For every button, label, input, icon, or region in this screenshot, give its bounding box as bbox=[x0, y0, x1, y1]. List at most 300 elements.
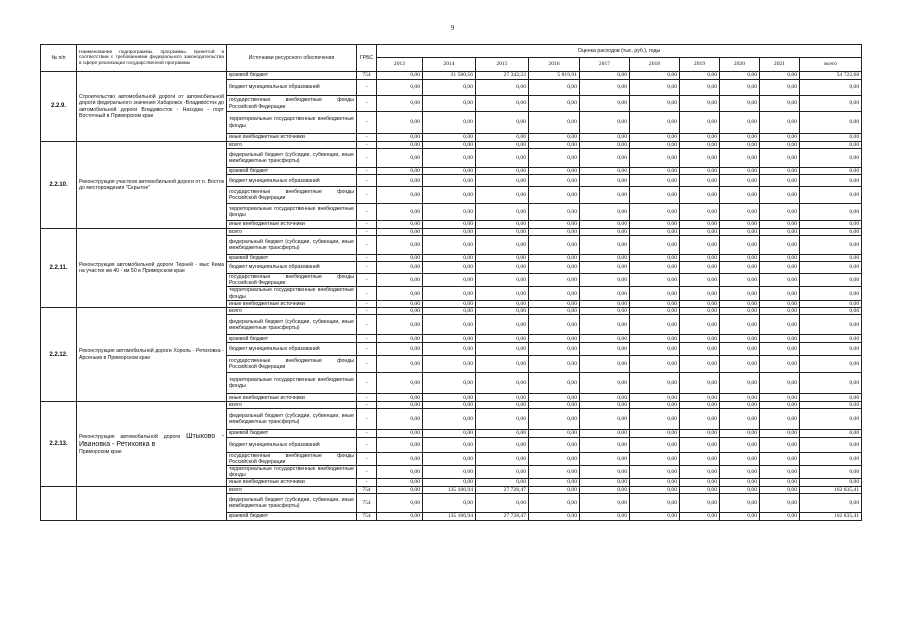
value-cell: 0,00 bbox=[800, 479, 862, 486]
value-cell: 0,00 bbox=[760, 142, 800, 149]
value-cell: 0,00 bbox=[423, 335, 476, 343]
value-cell: 0,00 bbox=[476, 134, 529, 142]
year-header: 2017 bbox=[580, 58, 630, 72]
value-cell: 0,00 bbox=[423, 409, 476, 430]
grbs-cell: - bbox=[357, 134, 377, 142]
value-cell: 0,00 bbox=[680, 452, 720, 465]
value-cell: 0,00 bbox=[680, 175, 720, 187]
value-cell: 0,00 bbox=[580, 409, 630, 430]
value-cell: 0,00 bbox=[423, 479, 476, 486]
value-cell: 0,00 bbox=[377, 235, 423, 254]
value-cell: 0,00 bbox=[760, 235, 800, 254]
grbs-cell: - bbox=[357, 287, 377, 300]
grbs-cell: - bbox=[357, 479, 377, 486]
value-cell: 0,00 bbox=[580, 228, 630, 235]
value-cell: 0,00 bbox=[529, 402, 580, 409]
value-cell: 0,00 bbox=[580, 479, 630, 486]
value-cell: 0,00 bbox=[800, 221, 862, 228]
value-cell: 0,00 bbox=[529, 437, 580, 452]
grbs-cell: - bbox=[357, 409, 377, 430]
source-label: государственные внебюджетные фонды Российской Федерации bbox=[227, 96, 357, 112]
grbs-cell: - bbox=[357, 373, 377, 394]
value-cell: 0,00 bbox=[476, 343, 529, 356]
item-code bbox=[41, 486, 77, 520]
value-cell: 0,00 bbox=[800, 204, 862, 221]
value-cell: 0,00 bbox=[800, 96, 862, 112]
value-cell: 0,00 bbox=[377, 134, 423, 142]
value-cell: 0,00 bbox=[580, 452, 630, 465]
value-cell: 0,00 bbox=[476, 373, 529, 394]
value-cell: 0,00 bbox=[760, 221, 800, 228]
value-cell: 0,00 bbox=[476, 187, 529, 204]
value-cell: 0,00 bbox=[529, 235, 580, 254]
table-row bbox=[41, 72, 862, 80]
grbs-cell: - bbox=[357, 394, 377, 402]
value-cell: 0,00 bbox=[760, 402, 800, 409]
value-cell: 0,00 bbox=[476, 149, 529, 168]
value-cell: 0,00 bbox=[800, 308, 862, 315]
value-cell: 0,00 bbox=[760, 335, 800, 343]
source-label: иные внебюджетные источники bbox=[227, 300, 357, 307]
value-cell: 0,00 bbox=[760, 486, 800, 493]
value-cell: 0,00 bbox=[760, 204, 800, 221]
item-code: 2.2.9. bbox=[41, 72, 77, 142]
value-cell: 0,00 bbox=[377, 486, 423, 493]
value-cell: 0,00 bbox=[630, 254, 680, 261]
value-cell: 0,00 bbox=[680, 430, 720, 437]
value-cell: 0,00 bbox=[423, 315, 476, 335]
value-cell: 0,00 bbox=[760, 479, 800, 486]
value-cell: 0,00 bbox=[680, 274, 720, 287]
value-cell: 0,00 bbox=[529, 466, 580, 479]
value-cell: 0,00 bbox=[377, 452, 423, 465]
value-cell: 0,00 bbox=[423, 112, 476, 134]
value-cell: 0,00 bbox=[720, 254, 760, 261]
value-cell: 0,00 bbox=[630, 343, 680, 356]
value-cell: 0,00 bbox=[630, 204, 680, 221]
value-cell: 0,00 bbox=[377, 394, 423, 402]
source-label: федеральный бюджет (субсидии, субвенции, иные межбюджетные трансферты) bbox=[227, 409, 357, 430]
value-cell: 0,00 bbox=[476, 221, 529, 228]
value-cell: 0,00 bbox=[377, 72, 423, 80]
value-cell: 0,00 bbox=[680, 287, 720, 300]
value-cell: 0,00 bbox=[423, 221, 476, 228]
grbs-cell: 754 bbox=[357, 72, 377, 80]
value-cell: 0,00 bbox=[630, 175, 680, 187]
value-cell: 0,00 bbox=[720, 479, 760, 486]
value-cell: 0,00 bbox=[529, 96, 580, 112]
value-cell: 5 819,91 bbox=[529, 72, 580, 80]
value-cell: 0,00 bbox=[720, 335, 760, 343]
value-cell: 0,00 bbox=[423, 300, 476, 307]
value-cell: 0,00 bbox=[800, 466, 862, 479]
value-cell: 0,00 bbox=[630, 493, 680, 512]
item-name-part: Реконструкция автомобильной дороги bbox=[79, 433, 181, 440]
value-cell: 0,00 bbox=[630, 142, 680, 149]
value-cell: 0,00 bbox=[580, 274, 630, 287]
value-cell: 0,00 bbox=[720, 512, 760, 520]
value-cell: 0,00 bbox=[580, 308, 630, 315]
value-cell: 0,00 bbox=[720, 466, 760, 479]
value-cell: 27 342,22 bbox=[476, 72, 529, 80]
value-cell: 0,00 bbox=[423, 343, 476, 356]
value-cell: 0,00 bbox=[476, 168, 529, 175]
value-cell: 0,00 bbox=[423, 204, 476, 221]
value-cell: 0,00 bbox=[580, 187, 630, 204]
value-cell: 0,00 bbox=[800, 142, 862, 149]
value-cell: 0,00 bbox=[580, 287, 630, 300]
value-cell: 0,00 bbox=[476, 493, 529, 512]
value-cell: 0,00 bbox=[580, 430, 630, 437]
value-cell: 0,00 bbox=[423, 235, 476, 254]
value-cell: 0,00 bbox=[760, 394, 800, 402]
value-cell: 0,00 bbox=[377, 175, 423, 187]
value-cell: 0,00 bbox=[680, 204, 720, 221]
value-cell: 0,00 bbox=[680, 409, 720, 430]
value-cell: 0,00 bbox=[800, 402, 862, 409]
value-cell: 0,00 bbox=[720, 452, 760, 465]
grbs-cell: - bbox=[357, 452, 377, 465]
value-cell: 0,00 bbox=[630, 287, 680, 300]
value-cell: 0,00 bbox=[760, 112, 800, 134]
value-cell: 0,00 bbox=[529, 204, 580, 221]
value-cell: 0,00 bbox=[630, 262, 680, 274]
value-cell: 0,00 bbox=[476, 394, 529, 402]
value-cell: 0,00 bbox=[800, 430, 862, 437]
value-cell: 0,00 bbox=[800, 394, 862, 402]
value-cell: 0,00 bbox=[476, 308, 529, 315]
value-cell: 0,00 bbox=[630, 512, 680, 520]
year-header: 2020 bbox=[720, 58, 760, 72]
value-cell: 0,00 bbox=[377, 343, 423, 356]
value-cell: 0,00 bbox=[529, 254, 580, 261]
value-cell: 0,00 bbox=[377, 466, 423, 479]
value-cell: 0,00 bbox=[580, 96, 630, 112]
value-cell: 0,00 bbox=[580, 512, 630, 520]
value-cell: 0,00 bbox=[580, 356, 630, 373]
value-cell: 0,00 bbox=[377, 112, 423, 134]
value-cell: 0,00 bbox=[760, 187, 800, 204]
value-cell: 0,00 bbox=[800, 149, 862, 168]
value-cell: 0,00 bbox=[630, 466, 680, 479]
value-cell: 0,00 bbox=[476, 262, 529, 274]
value-cell: 0,00 bbox=[680, 142, 720, 149]
value-cell: 0,00 bbox=[580, 343, 630, 356]
value-cell: 0,00 bbox=[720, 274, 760, 287]
source-label: территориальные государственные внебюджетные фонды bbox=[227, 287, 357, 300]
value-cell: 0,00 bbox=[377, 262, 423, 274]
grbs-cell: - bbox=[357, 300, 377, 307]
value-cell: 0,00 bbox=[580, 262, 630, 274]
value-cell: 0,00 bbox=[760, 430, 800, 437]
value-cell: 0,00 bbox=[476, 402, 529, 409]
source-label: федеральный бюджет (субсидии, субвенции, иные межбюджетные трансферты) bbox=[227, 493, 357, 512]
source-label: иные внебюджетные источники bbox=[227, 479, 357, 486]
value-cell: 162 835,41 bbox=[800, 512, 862, 520]
value-cell: 0,00 bbox=[720, 235, 760, 254]
value-cell: 0,00 bbox=[580, 373, 630, 394]
year-header: 2016 bbox=[529, 58, 580, 72]
year-header: 2019 bbox=[680, 58, 720, 72]
value-cell: 0,00 bbox=[630, 437, 680, 452]
item-name: Реконструкция автомобильной дороги Терней - мыс Кема на участке км 40 - км 50 в Приморском крае bbox=[77, 228, 227, 307]
value-cell: 162 835,41 bbox=[800, 486, 862, 493]
item-name-part: Приморском крае bbox=[79, 448, 122, 455]
grbs-cell: - bbox=[357, 437, 377, 452]
grbs-cell: - bbox=[357, 262, 377, 274]
value-cell: 0,00 bbox=[529, 187, 580, 204]
value-cell: 0,00 bbox=[800, 262, 862, 274]
value-cell: 0,00 bbox=[760, 80, 800, 96]
value-cell: 0,00 bbox=[760, 437, 800, 452]
value-cell: 0,00 bbox=[423, 274, 476, 287]
value-cell: 0,00 bbox=[720, 262, 760, 274]
value-cell: 0,00 bbox=[630, 402, 680, 409]
value-cell: 27 728,47 bbox=[476, 486, 529, 493]
value-cell: 0,00 bbox=[630, 486, 680, 493]
value-cell: 0,00 bbox=[580, 235, 630, 254]
item-code: 2.2.13. bbox=[41, 402, 77, 486]
value-cell: 0,00 bbox=[529, 80, 580, 96]
value-cell: 0,00 bbox=[580, 402, 630, 409]
grbs-cell: - bbox=[357, 402, 377, 409]
value-cell: 0,00 bbox=[630, 430, 680, 437]
year-header: всего bbox=[800, 58, 862, 72]
table-row bbox=[41, 486, 862, 493]
value-cell: 0,00 bbox=[680, 149, 720, 168]
col-header-estimate: Оценка расходов (тыс. руб.), годы bbox=[377, 45, 862, 58]
value-cell: 0,00 bbox=[720, 168, 760, 175]
value-cell: 0,00 bbox=[580, 466, 630, 479]
value-cell: 0,00 bbox=[760, 356, 800, 373]
value-cell: 0,00 bbox=[423, 356, 476, 373]
value-cell: 0,00 bbox=[377, 274, 423, 287]
value-cell: 0,00 bbox=[580, 149, 630, 168]
source-label: государственные внебюджетные фонды Российской Федерации bbox=[227, 274, 357, 287]
value-cell: 0,00 bbox=[423, 80, 476, 96]
value-cell: 0,00 bbox=[680, 479, 720, 486]
value-cell: 0,00 bbox=[680, 72, 720, 80]
value-cell: 0,00 bbox=[580, 254, 630, 261]
source-label: государственные внебюджетные фонды Российской Федерации bbox=[227, 187, 357, 204]
value-cell: 0,00 bbox=[580, 437, 630, 452]
value-cell: 0,00 bbox=[423, 493, 476, 512]
page-number: 9 bbox=[450, 24, 455, 32]
value-cell: 0,00 bbox=[377, 221, 423, 228]
budget-table bbox=[40, 44, 862, 521]
source-label: территориальные государственные внебюджетные фонды bbox=[227, 373, 357, 394]
value-cell: 0,00 bbox=[630, 149, 680, 168]
value-cell: 0,00 bbox=[423, 96, 476, 112]
value-cell: 0,00 bbox=[760, 373, 800, 394]
grbs-cell: - bbox=[357, 254, 377, 261]
source-label: краевой бюджет bbox=[227, 254, 357, 261]
value-cell: 0,00 bbox=[720, 287, 760, 300]
value-cell: 0,00 bbox=[529, 430, 580, 437]
value-cell: 0,00 bbox=[377, 254, 423, 261]
value-cell: 0,00 bbox=[377, 187, 423, 204]
value-cell: 0,00 bbox=[680, 437, 720, 452]
grbs-cell: - bbox=[357, 168, 377, 175]
value-cell: 0,00 bbox=[476, 274, 529, 287]
value-cell: 0,00 bbox=[720, 394, 760, 402]
value-cell: 0,00 bbox=[423, 452, 476, 465]
value-cell: 0,00 bbox=[630, 72, 680, 80]
item-name: Реконструкция автомобильной дороги Хороль - Ретиховка - Арсеньев в Приморском крае bbox=[77, 308, 227, 402]
value-cell: 0,00 bbox=[720, 300, 760, 307]
value-cell: 0,00 bbox=[476, 142, 529, 149]
source-label: федеральный бюджет (субсидии, субвенции, иные межбюджетные трансферты) bbox=[227, 149, 357, 168]
value-cell: 0,00 bbox=[760, 343, 800, 356]
value-cell: 0,00 bbox=[377, 287, 423, 300]
value-cell: 0,00 bbox=[377, 437, 423, 452]
value-cell: 0,00 bbox=[680, 466, 720, 479]
value-cell: 0,00 bbox=[377, 228, 423, 235]
value-cell: 0,00 bbox=[630, 452, 680, 465]
item-name bbox=[77, 486, 227, 520]
value-cell: 0,00 bbox=[630, 356, 680, 373]
value-cell: 0,00 bbox=[377, 204, 423, 221]
value-cell: 0,00 bbox=[423, 142, 476, 149]
value-cell: 0,00 bbox=[760, 466, 800, 479]
value-cell: 0,00 bbox=[720, 175, 760, 187]
year-header: 2015 bbox=[476, 58, 529, 72]
value-cell: 0,00 bbox=[377, 356, 423, 373]
value-cell: 0,00 bbox=[377, 430, 423, 437]
value-cell: 0,00 bbox=[680, 96, 720, 112]
source-label: иные внебюджетные источники bbox=[227, 394, 357, 402]
value-cell: 0,00 bbox=[423, 134, 476, 142]
value-cell: 0,00 bbox=[529, 175, 580, 187]
value-cell: 0,00 bbox=[476, 452, 529, 465]
value-cell: 0,00 bbox=[800, 452, 862, 465]
value-cell: 0,00 bbox=[720, 96, 760, 112]
value-cell: 0,00 bbox=[476, 96, 529, 112]
value-cell: 0,00 bbox=[680, 221, 720, 228]
value-cell: 0,00 bbox=[630, 409, 680, 430]
value-cell: 0,00 bbox=[377, 335, 423, 343]
value-cell: 0,00 bbox=[377, 479, 423, 486]
value-cell: 0,00 bbox=[423, 437, 476, 452]
value-cell: 0,00 bbox=[529, 315, 580, 335]
value-cell: 0,00 bbox=[800, 373, 862, 394]
value-cell: 0,00 bbox=[630, 394, 680, 402]
value-cell: 0,00 bbox=[680, 512, 720, 520]
value-cell: 0,00 bbox=[760, 175, 800, 187]
value-cell: 0,00 bbox=[720, 221, 760, 228]
value-cell: 0,00 bbox=[529, 356, 580, 373]
value-cell: 0,00 bbox=[476, 335, 529, 343]
value-cell: 0,00 bbox=[630, 335, 680, 343]
value-cell: 0,00 bbox=[800, 356, 862, 373]
value-cell: 0,00 bbox=[760, 315, 800, 335]
value-cell: 0,00 bbox=[720, 142, 760, 149]
value-cell: 0,00 bbox=[377, 315, 423, 335]
value-cell: 0,00 bbox=[680, 335, 720, 343]
value-cell: 0,00 bbox=[529, 168, 580, 175]
value-cell: 0,00 bbox=[423, 149, 476, 168]
value-cell: 0,00 bbox=[800, 228, 862, 235]
value-cell: 0,00 bbox=[529, 262, 580, 274]
value-cell: 0,00 bbox=[476, 300, 529, 307]
source-label: краевой бюджет bbox=[227, 335, 357, 343]
source-label: иные внебюджетные источники bbox=[227, 134, 357, 142]
value-cell: 0,00 bbox=[423, 254, 476, 261]
year-header: 2018 bbox=[630, 58, 680, 72]
value-cell: 0,00 bbox=[630, 373, 680, 394]
table-row bbox=[41, 142, 862, 149]
item-name-part: Штыково - Ивановка - Ретиховка в bbox=[79, 432, 224, 448]
source-label: государственные внебюджетные фонды Российской Федерации bbox=[227, 452, 357, 465]
value-cell: 0,00 bbox=[760, 512, 800, 520]
value-cell: 0,00 bbox=[529, 394, 580, 402]
value-cell: 0,00 bbox=[760, 168, 800, 175]
value-cell: 0,00 bbox=[760, 274, 800, 287]
value-cell: 0,00 bbox=[423, 394, 476, 402]
grbs-cell: - bbox=[357, 356, 377, 373]
value-cell: 0,00 bbox=[760, 96, 800, 112]
value-cell: 0,00 bbox=[630, 168, 680, 175]
source-label: государственные внебюджетные фонды Российской Федерации bbox=[227, 356, 357, 373]
grbs-cell: - bbox=[357, 221, 377, 228]
value-cell: 0,00 bbox=[760, 493, 800, 512]
value-cell: 0,00 bbox=[800, 409, 862, 430]
source-label: бюджет муниципальных образований bbox=[227, 437, 357, 452]
value-cell: 0,00 bbox=[720, 112, 760, 134]
value-cell: 0,00 bbox=[800, 437, 862, 452]
value-cell: 0,00 bbox=[377, 142, 423, 149]
value-cell: 0,00 bbox=[680, 402, 720, 409]
value-cell: 0,00 bbox=[800, 235, 862, 254]
grbs-cell: 754 bbox=[357, 512, 377, 520]
value-cell: 0,00 bbox=[580, 221, 630, 228]
value-cell: 0,00 bbox=[423, 187, 476, 204]
value-cell: 0,00 bbox=[800, 493, 862, 512]
col-header-grbs: ГРБС bbox=[357, 45, 377, 72]
value-cell: 0,00 bbox=[580, 142, 630, 149]
source-label: бюджет муниципальных образований bbox=[227, 262, 357, 274]
value-cell: 0,00 bbox=[580, 80, 630, 96]
value-cell: 0,00 bbox=[476, 287, 529, 300]
value-cell: 0,00 bbox=[680, 262, 720, 274]
value-cell: 0,00 bbox=[680, 356, 720, 373]
item-name: Реконструкция участков автомобильной дороги от п. Восток до месторождения "Скрытое" bbox=[77, 142, 227, 229]
value-cell: 0,00 bbox=[760, 262, 800, 274]
value-cell: 0,00 bbox=[720, 315, 760, 335]
value-cell: 0,00 bbox=[423, 402, 476, 409]
value-cell: 0,00 bbox=[529, 228, 580, 235]
source-label: территориальные государственные внебюджетные фонды bbox=[227, 466, 357, 479]
grbs-cell: - bbox=[357, 80, 377, 96]
value-cell: 0,00 bbox=[476, 175, 529, 187]
value-cell: 0,00 bbox=[476, 409, 529, 430]
value-cell: 0,00 bbox=[680, 343, 720, 356]
item-name bbox=[77, 402, 227, 486]
value-cell: 0,00 bbox=[800, 80, 862, 96]
value-cell: 54 722,68 bbox=[800, 72, 862, 80]
value-cell: 0,00 bbox=[720, 134, 760, 142]
value-cell: 0,00 bbox=[476, 235, 529, 254]
source-label: всего bbox=[227, 228, 357, 235]
value-cell: 0,00 bbox=[377, 512, 423, 520]
grbs-cell: - bbox=[357, 335, 377, 343]
value-cell: 0,00 bbox=[630, 300, 680, 307]
value-cell: 0,00 bbox=[680, 134, 720, 142]
source-label: краевой бюджет bbox=[227, 430, 357, 437]
value-cell: 0,00 bbox=[423, 430, 476, 437]
value-cell: 0,00 bbox=[580, 168, 630, 175]
value-cell: 0,00 bbox=[377, 149, 423, 168]
